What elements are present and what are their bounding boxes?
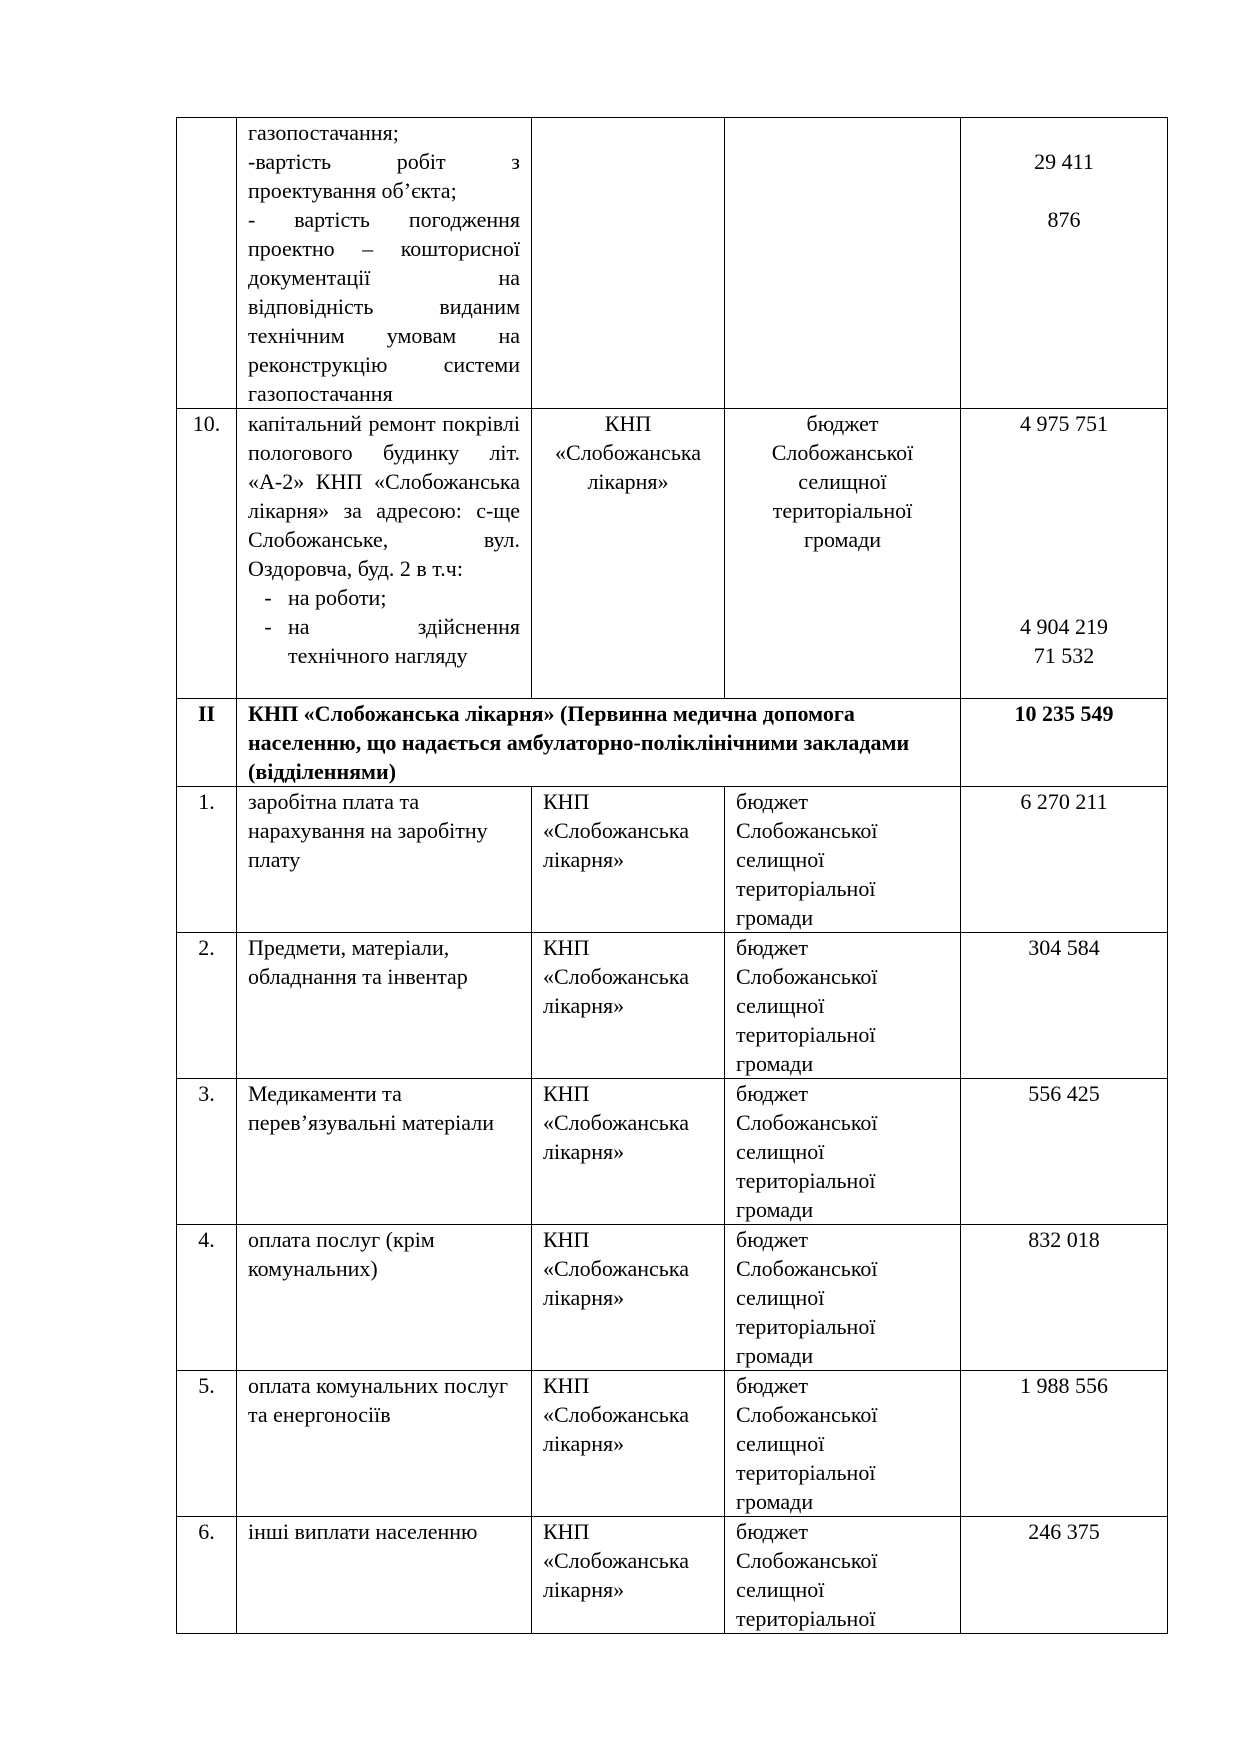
row-number-cell: 6.: [177, 1517, 237, 1634]
table-row: [177, 1517, 1168, 1634]
executor-cell: КНП «Слобожанська лікарня»: [532, 1225, 725, 1371]
executor-cell: КНП «Слобожанська лікарня»: [532, 933, 725, 1079]
description-line: газопостачання;: [248, 120, 399, 145]
dash-bullet-icon: -: [264, 585, 272, 610]
description-cell: інші виплати населенню: [237, 1517, 532, 1634]
amount-cell: 6 270 211: [961, 787, 1168, 933]
row-number-cell: 1.: [177, 787, 237, 933]
row-number-cell: 5.: [177, 1371, 237, 1517]
list-item-text: на роботи;: [288, 585, 387, 610]
amount-cell: [961, 409, 1168, 699]
table-row: [177, 1225, 1168, 1371]
amount-cell: 1 988 556: [961, 1371, 1168, 1517]
table-row-continuation: [177, 118, 1168, 409]
list-item: [248, 583, 520, 612]
list-item: [248, 612, 520, 670]
amount-value: 29 411: [1034, 149, 1094, 174]
dash-bullet-icon: -: [264, 614, 272, 639]
description-cell: [237, 118, 532, 409]
list-item-text: на здійснення технічного нагляду: [288, 614, 520, 668]
amount-value: 876: [1047, 207, 1081, 232]
description-line: -вартість робіт з проектування об’єкта;: [248, 149, 520, 203]
amount-cell: 832 018: [961, 1225, 1168, 1371]
executor-cell: КНП «Слобожанська лікарня»: [532, 1517, 725, 1634]
funding-source-cell: бюджет Слобожанської селищної територіальної: [725, 1517, 961, 1634]
description-line: - вартість погодження проектно – кошторисної документації на відповідність виданим технічним умовам на реконструкцію системи газопостачання: [248, 207, 520, 406]
table-row: [177, 1079, 1168, 1225]
row-number-cell: 4.: [177, 1225, 237, 1371]
description-cell: Предмети, матеріали, обладнання та інвентар: [237, 933, 532, 1079]
section-header-row: [177, 699, 1168, 787]
table-row: [177, 787, 1168, 933]
table-row: [177, 1371, 1168, 1517]
funding-source-cell: бюджет Слобожанської селищної територіальної громади: [725, 933, 961, 1079]
funding-source-cell: бюджет Слобожанської селищної територіальної громади: [725, 787, 961, 933]
funding-source-cell: бюджет Слобожанської селищної територіальної громади: [725, 1371, 961, 1517]
description-text: капітальний ремонт покрівлі пологового будинку літ. «А-2» КНП «Слобожанська лікарня» за адресою: с-ще Слобожанське, вул. Оздоровча, буд. 2 в т.ч:: [248, 411, 520, 581]
description-cell: Медикаменти та перев’язувальні матеріали: [237, 1079, 532, 1225]
funding-source-cell: бюджет Слобожанської селищної територіальної громади: [725, 1225, 961, 1371]
executor-cell: [532, 118, 725, 409]
amount-cell: [961, 118, 1168, 409]
amount-total: 4 975 751: [1020, 411, 1108, 436]
section-amount-cell: 10 235 549: [961, 699, 1168, 787]
description-cell: заробітна плата та нарахування на заробітну плату: [237, 787, 532, 933]
amount-cell: 304 584: [961, 933, 1168, 1079]
description-cell: [237, 409, 532, 699]
row-number-cell: 3.: [177, 1079, 237, 1225]
table-row: [177, 933, 1168, 1079]
amount-works: 4 904 219: [1020, 614, 1108, 639]
amount-cell: 556 425: [961, 1079, 1168, 1225]
funding-source-cell: [725, 118, 961, 409]
table-row-10: [177, 409, 1168, 699]
budget-table: [176, 117, 1168, 1634]
executor-cell: КНП «Слобожанська лікарня»: [532, 409, 725, 699]
executor-cell: КНП «Слобожанська лікарня»: [532, 1079, 725, 1225]
amount-supervision: 71 532: [1033, 643, 1095, 668]
description-cell: оплата послуг (крім комунальних): [237, 1225, 532, 1371]
row-number-cell: 10.: [177, 409, 237, 699]
section-number-cell: ІІ: [177, 699, 237, 787]
description-cell: оплата комунальних послуг та енергоносіїв: [237, 1371, 532, 1517]
row-number-cell: [177, 118, 237, 409]
executor-cell: КНП «Слобожанська лікарня»: [532, 787, 725, 933]
funding-source-cell: бюджет Слобожанської селищної територіальної громади: [725, 1079, 961, 1225]
funding-source-cell: бюджет Слобожанської селищної територіальної громади: [725, 409, 961, 699]
amount-cell: 246 375: [961, 1517, 1168, 1634]
row-number-cell: 2.: [177, 933, 237, 1079]
section-title-cell: КНП «Слобожанська лікарня» (Первинна медична допомога населенню, що надається амбулаторно-поліклінічними закладами (відділеннями): [237, 699, 961, 787]
executor-cell: КНП «Слобожанська лікарня»: [532, 1371, 725, 1517]
